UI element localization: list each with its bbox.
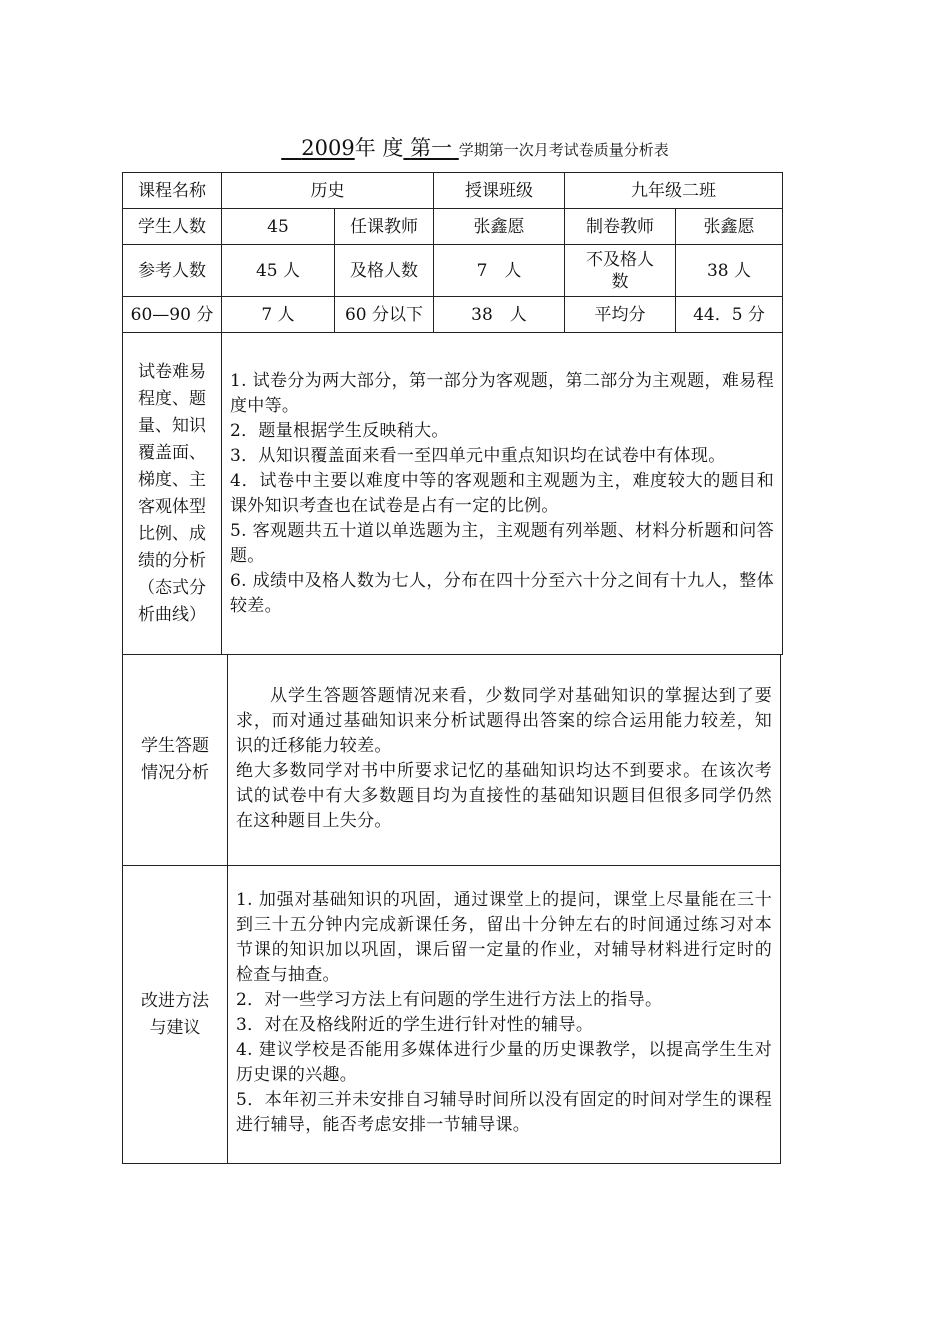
label-teacher: 任课教师 — [334, 208, 434, 245]
label-fail-count: 不及格人数 — [564, 244, 676, 297]
answers-label-cell — [122, 654, 228, 866]
title-du: 年 度 — [354, 136, 404, 160]
analysis-item: 5. 客观题共五十道以单选题为主，主观题有列举题、材料分析题和问答题。 — [230, 521, 774, 566]
value-below-60: 38 人 — [433, 296, 565, 333]
value-fail-count: 38 人 — [675, 244, 783, 297]
analysis-label: 试卷难易程度、题量、知识覆盖面、梯度、主客观体型比例、成绩的分析（态式分析曲线） — [138, 361, 206, 625]
answers-label: 学生答题情况分析 — [141, 736, 209, 783]
title-rest: 学期第一次月考试卷质量分析表 — [458, 141, 669, 159]
label-student-count: 学生人数 — [122, 208, 222, 245]
value-class: 九年级二班 — [564, 172, 783, 209]
improve-item: 4. 建议学校是否能用多媒体进行少量的历史课教学，以提高学生生对历史课的兴趣。 — [236, 1040, 772, 1085]
label-course-name: 课程名称 — [122, 172, 222, 209]
label-pass-count: 及格人数 — [334, 244, 434, 297]
value-average: 44．5 分 — [675, 296, 783, 333]
answers-paragraph: 绝大多数同学对书中所要求记忆的基础知识均达不到要求。在该次考试的试卷中有大多数题目均为直接性的基础知识题目但很多同学仍然在这种题目上失分。 — [236, 761, 772, 831]
improve-item: 5．本年初三并未安排自习辅导时间所以没有固定的时间对学生的课程进行辅导，能否考虑安排一节辅导课。 — [236, 1090, 772, 1135]
label-examinees: 参考人数 — [122, 244, 222, 297]
analysis-item: 1. 试卷分为两大部分，第一部分为客观题，第二部分为主观题，难易程度中等。 — [230, 371, 774, 416]
value-pass-count: 7 人 — [433, 244, 565, 297]
label-paper-maker: 制卷教师 — [564, 208, 676, 245]
improve-item: 3．对在及格线附近的学生进行针对性的辅导。 — [236, 1015, 594, 1035]
improve-item: 2．对一些学习方法上有问题的学生进行方法上的指导。 — [236, 990, 663, 1010]
improve-label-cell — [122, 865, 228, 1164]
value-paper-maker: 张鑫愿 — [675, 208, 783, 245]
label-class: 授课班级 — [433, 172, 565, 209]
answers-paragraph: 从学生答题答题情况来看，少数同学对基础知识的掌握达到了要求，而对通过基础知识来分析试题得出答案的综合运用能力较差，知识的迁移能力较差。 — [236, 686, 772, 756]
answers-content — [227, 654, 781, 866]
value-teacher: 张鑫愿 — [433, 208, 565, 245]
document-title — [0, 132, 950, 162]
analysis-content — [221, 332, 783, 655]
improve-item: 1. 加强对基础知识的巩固，通过课堂上的提问，课堂上尽量能在三十到三十五分钟内完成新课任务，留出十分钟左右的时间通过练习对本节课的知识加以巩固，课后留一定量的作业，对辅导材料进行定时的检查与抽查。 — [236, 890, 772, 985]
analysis-item: 4．试卷中主要以难度中等的客观题和主观题为主，难度较大的题目和课外知识考查也在试卷是占有一定的比例。 — [230, 471, 774, 516]
analysis-item: 3．从知识覆盖面来看一至四单元中重点知识均在试卷中有体现。 — [230, 446, 726, 466]
title-semester: 第一 — [410, 136, 453, 160]
label-range-60-90: 60—90 分 — [122, 296, 222, 333]
improve-content — [227, 865, 781, 1164]
value-range-60-90: 7 人 — [221, 296, 335, 333]
label-average: 平均分 — [564, 296, 676, 333]
title-year: 2009 — [301, 136, 355, 160]
analysis-item: 6. 成绩中及格人数为七人，分布在四十分至六十分之间有十九人，整体较差。 — [230, 571, 774, 616]
value-student-count: 45 — [221, 208, 335, 245]
analysis-label-cell — [122, 332, 222, 655]
analysis-item: 2．题量根据学生反映稍大。 — [230, 421, 449, 441]
value-course-name: 历史 — [221, 172, 434, 209]
label-below-60: 60 分以下 — [334, 296, 434, 333]
improve-label: 改进方法与建议 — [141, 990, 209, 1038]
value-examinees: 45 人 — [221, 244, 335, 297]
